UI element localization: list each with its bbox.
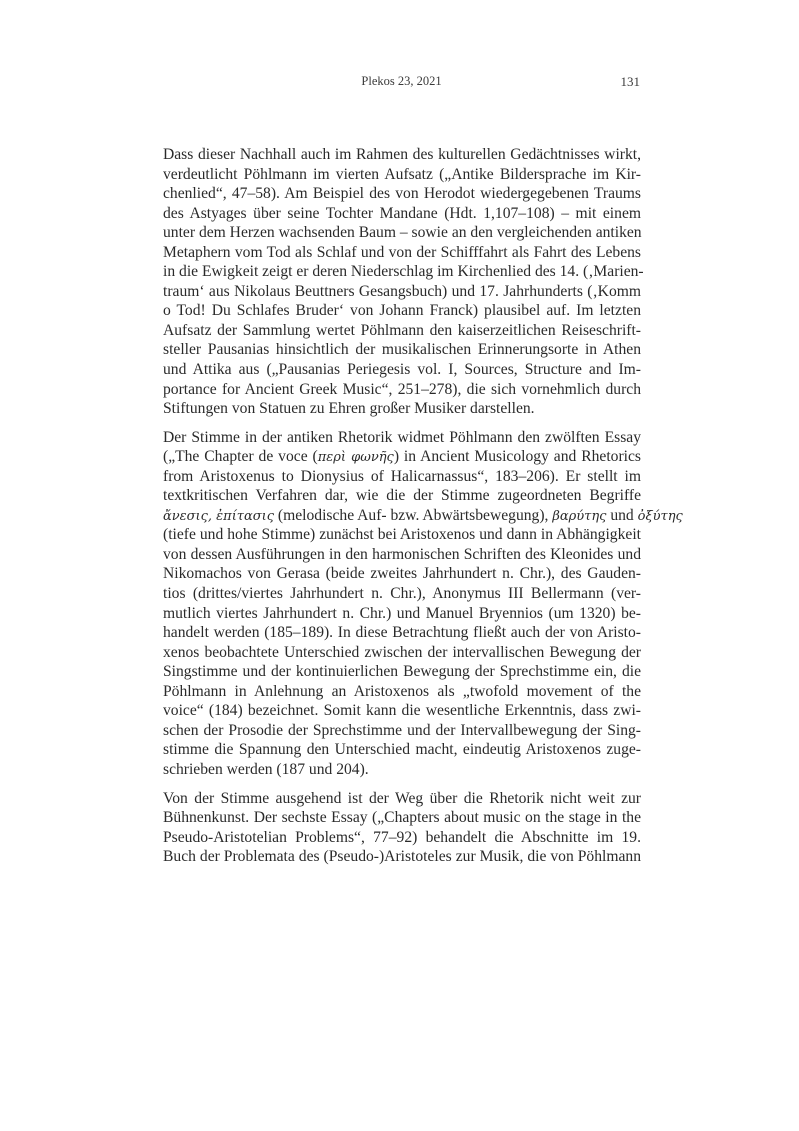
text-line: verdeutlicht Pöhlmann im vierten Aufsatz („Antike Bildersprache im Kir- [163,165,641,183]
text-line: Bühnenkunst. Der sechste Essay („Chapters about music on the stage in the [163,809,641,827]
text-line: Stiftungen von Statuen zu Ehren großer Musiker darstellen. [163,400,535,418]
text-segment: ) in Ancient Musicology and Rhetorics [393,448,641,466]
text-line: voice“ (184) bezeichnet. Somit kann die wesentliche Erkenntnis, dass zwi- [163,702,641,720]
text-line: tios (drittes/viertes Jahrhundert n. Chr.), Anonymus III Bellermann (ver- [163,585,641,603]
text-line: portance for Ancient Greek Music“, 251–278), die sich vornehmlich durch [163,380,641,398]
text-line [163,447,641,467]
greek-term: βαρύτης [552,508,607,524]
text-line: handelt werden (185–189). In diese Betrachtung fließt auch der von Aristo- [163,624,641,642]
text-line: Metaphern vom Tod als Schlaf und von der Schifffahrt als Fahrt des Lebens [163,243,641,261]
page-header [163,74,640,94]
text-line: from Aristoxenus to Dionysius of Halicarnassus“, 183–206). Er stellt im [163,467,641,485]
text-line: Dass dieser Nachhall auch im Rahmen des kulturellen Gedächtnisses wirkt, [163,146,641,163]
text-segment: („The Chapter de voce ( [163,448,318,466]
text-line: Singstimme und der kontinuierlichen Bewegung der Sprechstimme ein, die [163,663,641,681]
greek-term: ἄνεσις, ἐπίτασις [163,508,275,524]
text-line: Buch der Problemata des (Pseudo-)Aristoteles zur Musik, die von Pöhlmann [163,848,641,866]
text-line: Von der Stimme ausgehend ist der Weg über die Rhetorik nicht weit zur [163,789,641,807]
text-line: schen der Prosodie der Sprechstimme und der Intervallbewegung der Sing- [163,721,641,739]
text-line: Nikomachos von Gerasa (beide zweites Jahrhundert n. Chr.), des Gauden- [163,565,641,583]
text-line: traum‘ aus Nikolaus Beuttners Gesangsbuch) und 17. Jahrhunderts (‚Komm [163,282,641,300]
paragraph-3 [163,789,641,867]
greek-term: ὀξύτης [637,508,683,524]
running-title: Plekos 23, 2021 [361,74,442,88]
text-line: (tiefe und hohe Stimme) zunächst bei Aristoxenos und dann in Abhängigkeit [163,526,641,544]
greek-term: περὶ φωνῆς [317,450,394,466]
text-line [163,506,683,526]
text-line: und Attika aus („Pausanias Periegesis vol. I, Sources, Structure and Im- [163,361,641,379]
text-line: des Astyages über seine Tochter Mandane (Hdt. 1,107–108) – mit einem [163,204,641,222]
text-line: textkritischen Verfahren dar, wie die der Stimme zugeordneten Begriffe [163,487,641,505]
body-text [163,145,683,876]
text-line: Pöhlmann in Anlehnung an Aristoxenos als „twofold movement of the [163,682,641,700]
text-line: unter dem Herzen wachsenden Baum – sowie an den vergleichenden antiken [163,224,642,242]
text-line: Der Stimme in der antiken Rhetorik widmet Pöhlmann den zwölften Essay [163,428,641,446]
text-line: schrieben werden (187 und 204). [163,760,369,778]
paragraph-2 [163,428,683,780]
text-segment: (melodische Auf- bzw. Abwärtsbewegung), [274,506,553,524]
paragraph-1 [163,145,644,419]
text-line: stimme die Spannung den Unterschied macht, eindeutig Aristoxenos zuge- [163,741,641,759]
text-line: in die Ewigkeit zeigt er deren Niederschlag im Kirchenlied des 14. (‚Marien- [163,263,644,281]
text-line: chenlied“, 47–58). Am Beispiel des von Herodot wiedergegebenen Traums [163,185,641,203]
text-segment: und [606,506,638,524]
text-line: Pseudo-Aristotelian Problems“, 77–92) behandelt die Abschnitte im 19. [163,828,641,846]
text-line: von dessen Ausführungen in den harmonischen Schriften des Kleonides und [163,545,641,563]
text-line: xenos beobachtete Unterschied zwischen der intervallischen Bewegung der [163,643,641,661]
text-line: Aufsatz der Sammlung wertet Pöhlmann den kaiserzeitlichen Reiseschrift- [163,321,641,339]
page-number: 131 [620,74,640,89]
text-line: steller Pausanias hinsichtlich der musikalischen Erinnerungsorte in Athen [163,341,641,359]
text-line: o Tod! Du Schlafes Bruder‘ von Johann Franck) plausibel auf. Im letzten [163,302,641,320]
text-line: mutlich viertes Jahrhundert n. Chr.) und Manuel Bryennios (um 1320) be- [163,604,641,622]
